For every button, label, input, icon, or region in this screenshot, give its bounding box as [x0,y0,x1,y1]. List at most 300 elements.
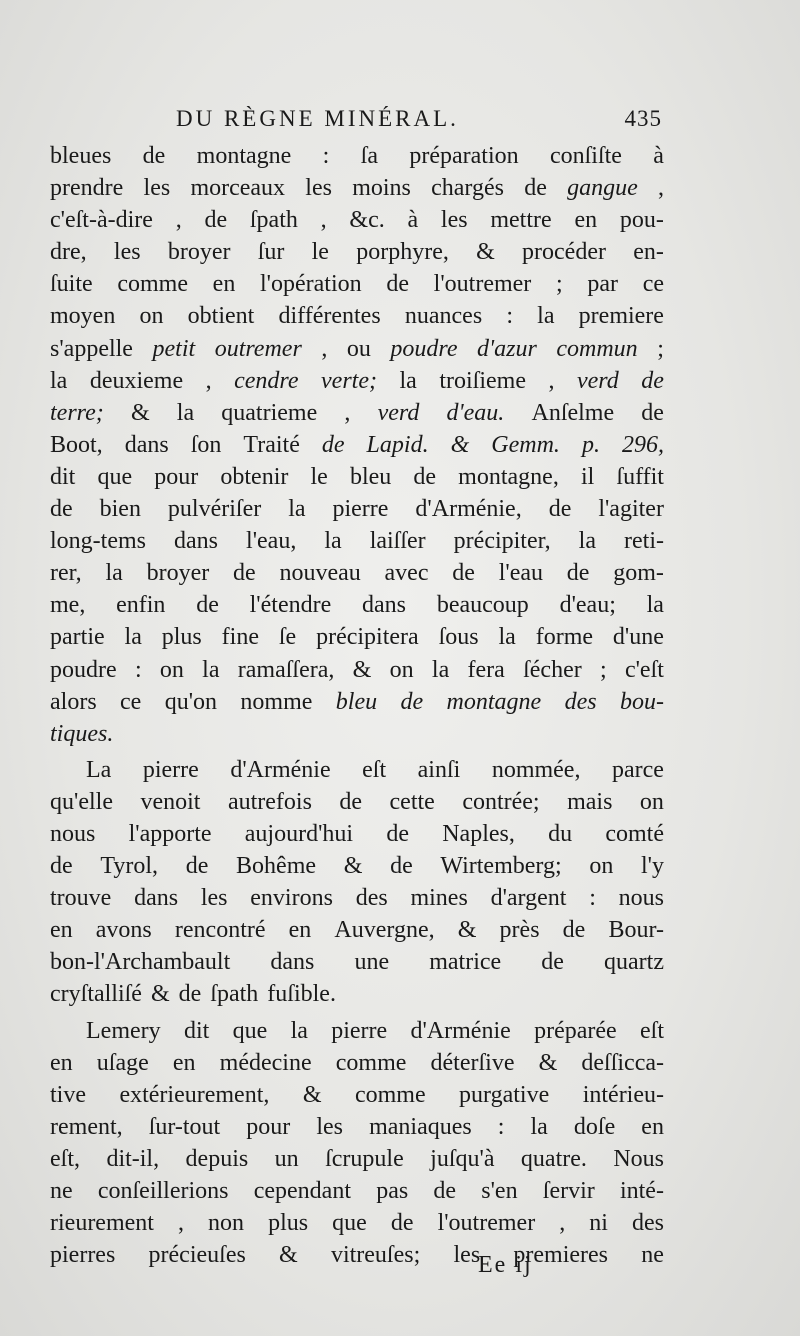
word: ; [600,656,607,683]
word: de [390,853,413,880]
text-line [50,397,664,429]
word: de [413,463,437,490]
word: dans [270,949,315,976]
word: préparée [534,1017,617,1044]
word: ni [589,1210,608,1237]
word: dit [50,463,76,490]
word: ſpath [210,981,259,1008]
word: d'une [612,624,664,651]
word: obtenir [220,463,289,490]
word: des [564,688,597,715]
word: comté [605,820,664,847]
word: les [200,885,228,912]
word: pierre [142,756,199,783]
word: depuis [185,1145,249,1172]
text-line [50,429,664,461]
word: autrefois [227,788,312,815]
text-line [50,850,664,882]
word: du [548,820,573,847]
word: nommée, [491,756,581,783]
signature-mark: Ee ij [478,1252,533,1278]
text-line [50,686,664,718]
word: on [139,303,164,330]
word: la [578,528,596,555]
word: différentes [278,303,381,330]
word: nous [50,820,96,847]
word: : [497,1113,505,1140]
word: les [453,1242,481,1269]
word: forme [535,624,594,651]
word: de [386,271,409,298]
word: médecine [219,1049,312,1076]
word: tive [50,1081,86,1108]
word: une [354,949,390,976]
word: précipiter, [453,528,551,555]
text-line [50,525,664,557]
word: montagne, [458,463,559,490]
word: plus [161,624,202,651]
word: laiſſer [369,528,426,555]
word: bleues [50,143,112,169]
word: qu'elle [50,788,113,815]
word: quartz [604,949,664,976]
word: en [50,917,73,944]
word: non [208,1210,245,1237]
text-line [50,140,664,172]
word: ne [641,1242,664,1269]
word: , [559,1210,566,1237]
word: uſage [96,1049,149,1076]
word: de [233,560,256,587]
word: environs [250,885,333,912]
word: ſa [360,143,378,169]
word: l'apporte [128,820,212,847]
word: Lemery [86,1017,161,1044]
word: ſous [438,624,479,651]
word: & [457,917,477,944]
word: en [288,917,312,944]
word: commun [556,335,638,362]
word: on [589,853,614,880]
word: la [50,367,68,394]
word: poudre [390,335,458,362]
word: eſt [362,756,387,783]
word: broyer [146,560,210,587]
word: précipitera [316,624,419,651]
text-line [50,978,664,1010]
word: pou- [619,207,664,234]
word: rer, [50,560,82,587]
word: près [499,917,540,944]
body-text [50,140,664,1271]
word: , [320,207,327,234]
word: rieurement [50,1210,154,1237]
text-line [50,1079,664,1111]
text-line [50,300,664,332]
word: Lapid. [366,431,429,458]
word: ſur-tout [148,1113,221,1140]
word: plus [268,1210,309,1237]
text-line [50,621,664,653]
word: la [290,1017,308,1044]
word: inté- [619,1178,664,1204]
word: cette [389,788,435,815]
word: ſon [190,431,222,458]
word: pierres [50,1242,116,1269]
word: cendre [234,367,299,394]
word: l'y [641,853,664,880]
word: maniaques [369,1113,472,1140]
word: montagne [196,143,292,169]
word: le [310,463,328,490]
word: en [50,1049,73,1076]
word: d'eau; [559,592,616,619]
word: : [134,656,142,683]
word: les [113,239,141,266]
word: poudre [50,656,117,683]
word: mines [410,885,468,912]
word: d'argent [490,885,567,912]
word: bien [99,496,141,523]
word: La [86,756,112,783]
word: d'Arménie [410,1017,511,1044]
word: enfin [116,592,166,619]
word: ſcrupule [325,1145,404,1172]
word: trouve [50,885,112,912]
word: & [279,1242,298,1269]
word: avec [384,560,429,587]
word: l'outremer [437,1210,536,1237]
word: ramaſſera, [237,656,335,683]
word: nous [618,885,664,912]
text-line [50,365,664,397]
word: c'eſt-à-dire [50,207,153,234]
word: la [537,303,555,330]
word: de [524,175,547,202]
word: Tyrol, [100,853,158,880]
word: cependant [253,1178,351,1204]
word: que [232,1017,268,1044]
word: comme [354,1081,426,1108]
word: de [390,1210,414,1237]
word: de [142,143,166,169]
word: la [105,560,123,587]
word: quatrieme [221,399,318,426]
word: venoit [140,788,201,815]
word: que [97,463,133,490]
word: la [530,1113,548,1140]
word: la [324,528,342,555]
word: & [538,1049,558,1076]
word: matrice [429,949,502,976]
word: de [400,688,424,715]
word: la [498,624,516,651]
word: outremer [214,335,302,362]
word: on [639,788,664,815]
page-number: 435 [624,106,662,131]
word: , [548,367,555,394]
word: il [580,463,595,490]
word: préparation [409,143,519,169]
word: Gemm. [491,431,560,458]
word: parce [611,756,664,783]
word: d'Arménie [230,756,331,783]
word: de [321,431,345,458]
word: dit-il, [106,1145,160,1172]
word: : [589,885,596,912]
word: Traité [243,431,300,458]
word: quatre. [520,1145,587,1172]
word: nomme [240,688,313,715]
word: qu'on [164,688,218,715]
word: ſe [278,624,297,651]
word: nouveau [279,560,361,587]
word: dit [183,1017,210,1044]
word: procéder [522,239,606,266]
word: vitreuſes; [330,1242,421,1269]
word: de [178,981,202,1008]
word: ainſi [417,756,461,783]
word: nuances [404,303,483,330]
word: & [476,239,495,266]
word: , [205,367,212,394]
word: de [548,496,572,523]
word: eſt [640,1017,664,1044]
text-line [50,1175,664,1207]
text-line [50,204,664,236]
word: de [204,207,228,234]
text-line [50,589,664,621]
text-line [50,493,664,525]
word: à [653,143,664,169]
word: d'Arménie, [415,496,522,523]
text-line [50,786,664,818]
word: , [658,175,664,202]
text-line [50,654,664,686]
word: s'en [481,1178,518,1204]
word: Anſelme [531,399,615,426]
word: par [587,271,618,298]
word: dre, [50,239,87,266]
word: Wirtemberg; [440,853,562,880]
word: gangue [567,175,638,202]
word: pour [246,1113,291,1140]
word: avons [95,917,152,944]
word: & [150,981,170,1008]
word: fine [221,624,259,651]
word: la [431,656,450,683]
text-line [50,172,664,204]
word: : [506,303,513,330]
word: intérieu- [582,1081,664,1108]
word: &c. [349,207,385,234]
word: de [196,592,219,619]
word: dans [362,592,407,619]
text-line [50,882,664,914]
word: l'opération [260,271,362,298]
word: ce [120,688,142,715]
word: Bohême [236,853,317,880]
word: que [332,1210,367,1237]
word: comme [117,271,188,298]
word: morceaux [190,175,286,202]
word: & [130,399,150,426]
word: pierre [332,496,389,523]
word: bleu [335,688,378,715]
word: ou [346,335,371,362]
word: dans [124,431,169,458]
word: un [274,1145,299,1172]
word: premiere [578,303,664,330]
word: aujourd'hui [244,820,354,847]
word: premieres [513,1242,609,1269]
word: beaucoup [436,592,529,619]
word: verte; [321,367,377,394]
word: broyer [167,239,231,266]
word: moyen [50,303,116,330]
word: ; [657,335,664,362]
word: partie [50,624,105,651]
word: conſeillerions [97,1178,229,1204]
word: & [450,431,470,458]
word: on [159,656,184,683]
word: conſiſte [549,143,622,169]
word: rencontré [174,917,266,944]
word: , [344,399,351,426]
word: s'appelle [50,335,133,362]
word: Auvergne, [334,917,435,944]
text-line [50,1239,664,1271]
word: contrée; [462,788,540,815]
text-line [50,333,664,365]
word: alors [50,688,97,715]
text-line [50,1143,664,1175]
word: juſqu'à [430,1145,495,1172]
word: les [440,207,468,234]
word: rement, [50,1113,123,1140]
word: purgative [459,1081,550,1108]
word: moins [352,175,411,202]
word: Nous [613,1145,664,1172]
word: précieuſes [148,1242,246,1269]
word: troiſieme [439,367,526,394]
word: cryſtalliſé [50,981,142,1008]
word: me, [50,592,86,619]
word: ſuffit [616,463,664,490]
word: la [202,656,220,683]
word: c'eſt [624,656,664,683]
word: les [305,175,332,202]
word: des [632,1210,664,1237]
word: verd [576,367,619,394]
word: en- [633,239,664,266]
word: de [641,367,664,394]
word: pierre [331,1017,388,1044]
word: fera [467,656,505,683]
text-line [50,1047,664,1079]
word: ſur [257,239,285,266]
word: tiques. [50,720,114,747]
word: ; [555,271,563,298]
word: ſervir [542,1178,595,1204]
word: en [172,1049,196,1076]
word: gom- [613,560,664,587]
word: fuſible. [267,981,336,1008]
word: pas [376,1178,409,1204]
word: de [641,399,664,426]
word: de [50,496,73,523]
word: & [302,1081,322,1108]
word: bou- [619,688,664,715]
word: de [433,1178,457,1204]
text-line [50,754,664,786]
word: la [124,624,142,651]
word: chargés [431,175,504,202]
word: en [641,1113,664,1140]
word: pour [154,463,199,490]
word: 296, [621,431,664,458]
word: & [343,853,363,880]
word: de [566,560,590,587]
word: mettre [490,207,552,234]
text-line [50,818,664,850]
word: dans [134,885,179,912]
word: verd [377,399,420,426]
word: montagne [446,688,542,715]
word: de [541,949,564,976]
word: de [452,560,475,587]
word: de [562,917,586,944]
word: ne [50,1178,73,1204]
word: ce [642,271,664,298]
word: en [212,271,236,298]
word: la [646,592,664,619]
word: porphyre, [356,239,449,266]
word: Boot, [50,431,103,458]
text-line [50,236,664,268]
word: ſécher [523,656,582,683]
word: pulvériſer [167,496,262,523]
word: à [407,207,419,234]
word: ſpath [249,207,298,234]
text-line [50,718,664,750]
word: la [176,399,195,426]
word: l'eau [498,560,544,587]
word: ſuite [50,271,93,298]
word: de [185,853,209,880]
word: des [355,885,388,912]
word: deuxieme [89,367,184,394]
running-title: DU RÈGNE MINÉRAL. [176,106,459,131]
word: de [339,788,363,815]
text-line [50,461,664,493]
word: les [143,175,171,202]
word: d'azur [477,335,537,362]
text-line [50,946,664,978]
word: l'outremer [433,271,532,298]
text-line [50,1207,664,1239]
word: déterſive [430,1049,515,1076]
word: l'eau, [246,528,297,555]
word: Naples, [442,820,515,847]
word: l'étendre [249,592,332,619]
word: le [311,239,329,266]
word: bleu [349,463,392,490]
word: , [175,207,182,234]
text-line [50,268,664,300]
word: , [178,1210,184,1237]
word: , [321,335,328,362]
